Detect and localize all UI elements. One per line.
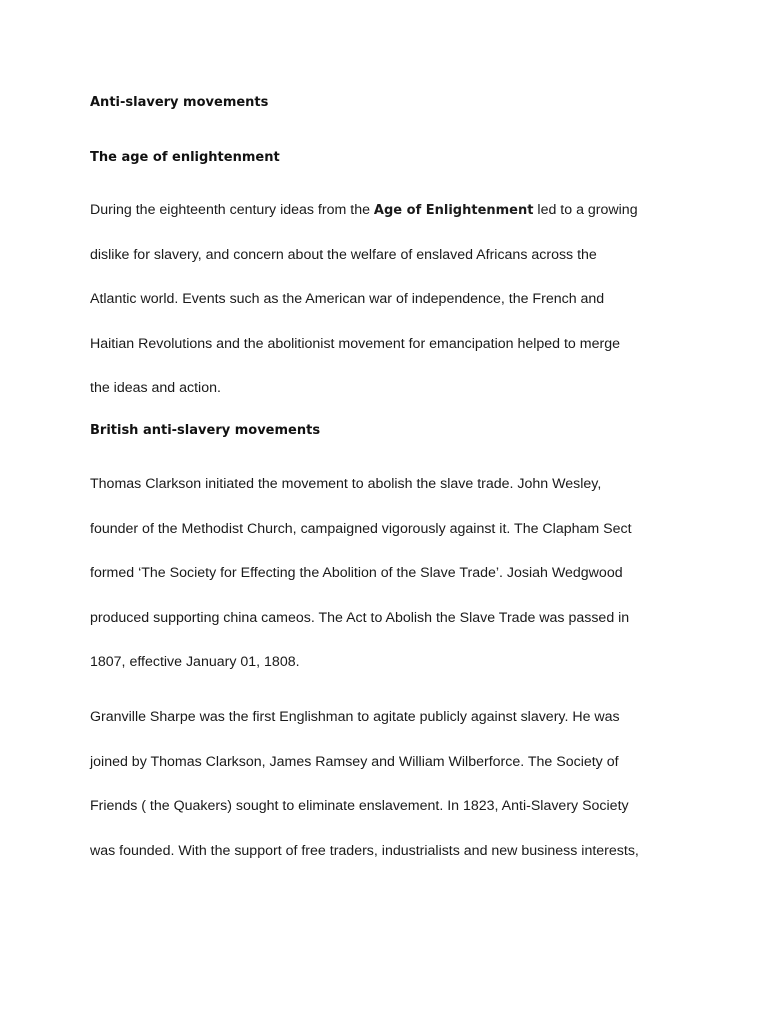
document-title: Anti-slavery movements: [90, 95, 269, 110]
paragraph-sharpe: [90, 695, 690, 873]
paragraph-line: Friends ( the Quakers) sought to eliminate enslavement. In 1823, Anti-Slavery Society: [90, 798, 629, 815]
paragraph-line: Haitian Revolutions and the abolitionist movement for emancipation helped to merge: [90, 335, 620, 352]
section-heading-enlightenment: The age of enlightenment: [90, 150, 280, 165]
paragraph-line: joined by Thomas Clarkson, James Ramsey and William Wilberforce. The Society of: [90, 753, 619, 770]
paragraph-line: [90, 188, 690, 233]
paragraph-line: produced supporting china cameos. The Act to Abolish the Slave Trade was passed in: [90, 609, 630, 626]
paragraph-line: the ideas and action.: [90, 380, 221, 397]
paragraph-line: founder of the Methodist Church, campaigned vigorously against it. The Clapham Sect: [90, 520, 632, 537]
paragraph-line: 1807, effective January 01, 1808.: [90, 654, 300, 671]
section-heading-british: British anti-slavery movements: [90, 422, 321, 438]
document-body: [90, 93, 690, 873]
text-run: led to a growing: [533, 202, 638, 218]
paragraph-enlightenment: [90, 188, 690, 411]
bold-term: Age of Enlightenment: [373, 203, 534, 218]
paragraph-line: formed ‘The Society for Effecting the Abolition of the Slave Trade’. Josiah Wedgwood: [90, 565, 623, 582]
paragraph-line: Granville Sharpe was the first Englishman to agitate publicly against slavery. He was: [90, 708, 620, 725]
paragraph-line: was founded. With the support of free traders, industrialists and new business interests,: [90, 842, 639, 859]
paragraph-line: Atlantic world. Events such as the American war of independence, the French and: [90, 291, 605, 308]
paragraph-line: Thomas Clarkson initiated the movement to abolish the slave trade. John Wesley,: [90, 475, 602, 492]
text-run: During the eighteenth century ideas from the: [90, 202, 374, 218]
paragraph-line: dislike for slavery, and concern about the welfare of enslaved Africans across the: [90, 246, 597, 263]
paragraph-clarkson: [90, 462, 690, 685]
